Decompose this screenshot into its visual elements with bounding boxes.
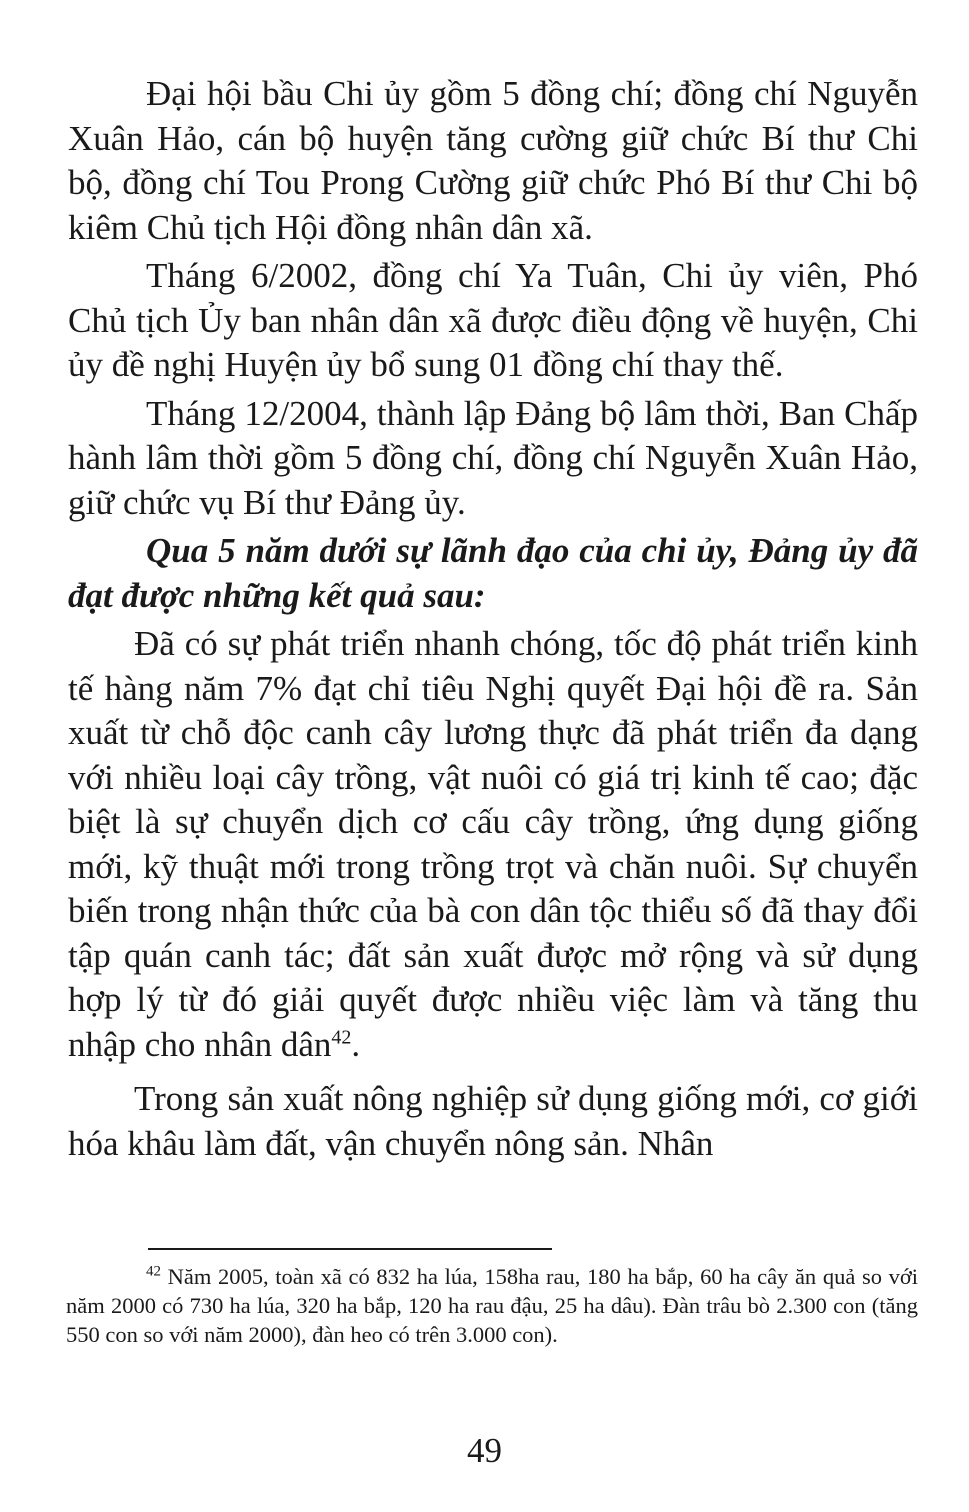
page-number: 49 — [467, 1431, 502, 1470]
paragraph-development-text: Đã có sự phát triển nhanh chóng, tốc độ phát triển kinh tế hàng năm 7% đạt chỉ tiêu Nghị quyết Đại hội đề ra. Sản xuất từ chỗ độc canh cây lương thực đã phát triển đa dạng với nhiều loại cây trồng, vật nuôi có giá trị kinh tế cao; đặc biệt là sự chuyển dịch cơ cấu cây trồng, ứng dụng giống mới, kỹ thuật mới trong trồng trọt và chăn nuôi. Sự chuyển biến trong nhận thức của bà con dân tộc thiểu số đã thay đổi tập quán canh tác; đất sản xuất được mở rộng và sử dụng hợp lý từ đó giải quyết được nhiều việc làm và tăng thu nhập cho nhân dân — [68, 624, 918, 1064]
section-heading: Qua 5 năm dưới sự lãnh đạo của chi ủy, Đảng ủy đã đạt được những kết quả sau: — [68, 531, 918, 615]
footnote-marker: 42 — [146, 1263, 161, 1280]
paragraph-party-congress: Đại hội bầu Chi ủy gồm 5 đồng chí; đồng chí Nguyễn Xuân Hảo, cán bộ huyện tăng cường giữ chức Bí thư Chi bộ, đồng chí Tou Prong Cường giữ chức Phó Bí thư Chi bộ kiêm Chủ tịch Hội đồng nhân dân xã. — [68, 74, 918, 247]
footnote — [66, 1262, 918, 1349]
footnote-text: Năm 2005, toàn xã có 832 ha lúa, 158ha rau, 180 ha bắp, 60 ha cây ăn quả so với năm 2000 có 730 ha lúa, 320 ha bắp, 120 ha rau đậu, 25 ha dâu). Đàn trâu bò 2.300 con (tăng 550 con so với năm 2000), đàn heo có trên 3.000 con). — [66, 1264, 918, 1347]
paragraph-june-2002: Tháng 6/2002, đồng chí Ya Tuân, Chi ủy viên, Phó Chủ tịch Ủy ban nhân dân xã được điều động về huyện, Chi ủy đề nghị Huyện ủy bổ sung 01 đồng chí thay thế. — [68, 256, 918, 384]
page-body — [68, 72, 918, 1170]
footnote-divider — [148, 1248, 552, 1250]
paragraph-agriculture: Trong sản xuất nông nghiệp sử dụng giống mới, cơ giới hóa khâu làm đất, vận chuyển nông sản. Nhân — [68, 1079, 918, 1163]
paragraph-development — [68, 622, 918, 1067]
paragraph-december-2004: Tháng 12/2004, thành lập Đảng bộ lâm thời, Ban Chấp hành lâm thời gồm 5 đồng chí, đồng chí Nguyễn Xuân Hảo, giữ chức vụ Bí thư Đảng ủy. — [68, 393, 918, 522]
paragraph-development-end: . — [351, 1024, 361, 1064]
footnote-reference[interactable]: 42 — [331, 1025, 352, 1048]
